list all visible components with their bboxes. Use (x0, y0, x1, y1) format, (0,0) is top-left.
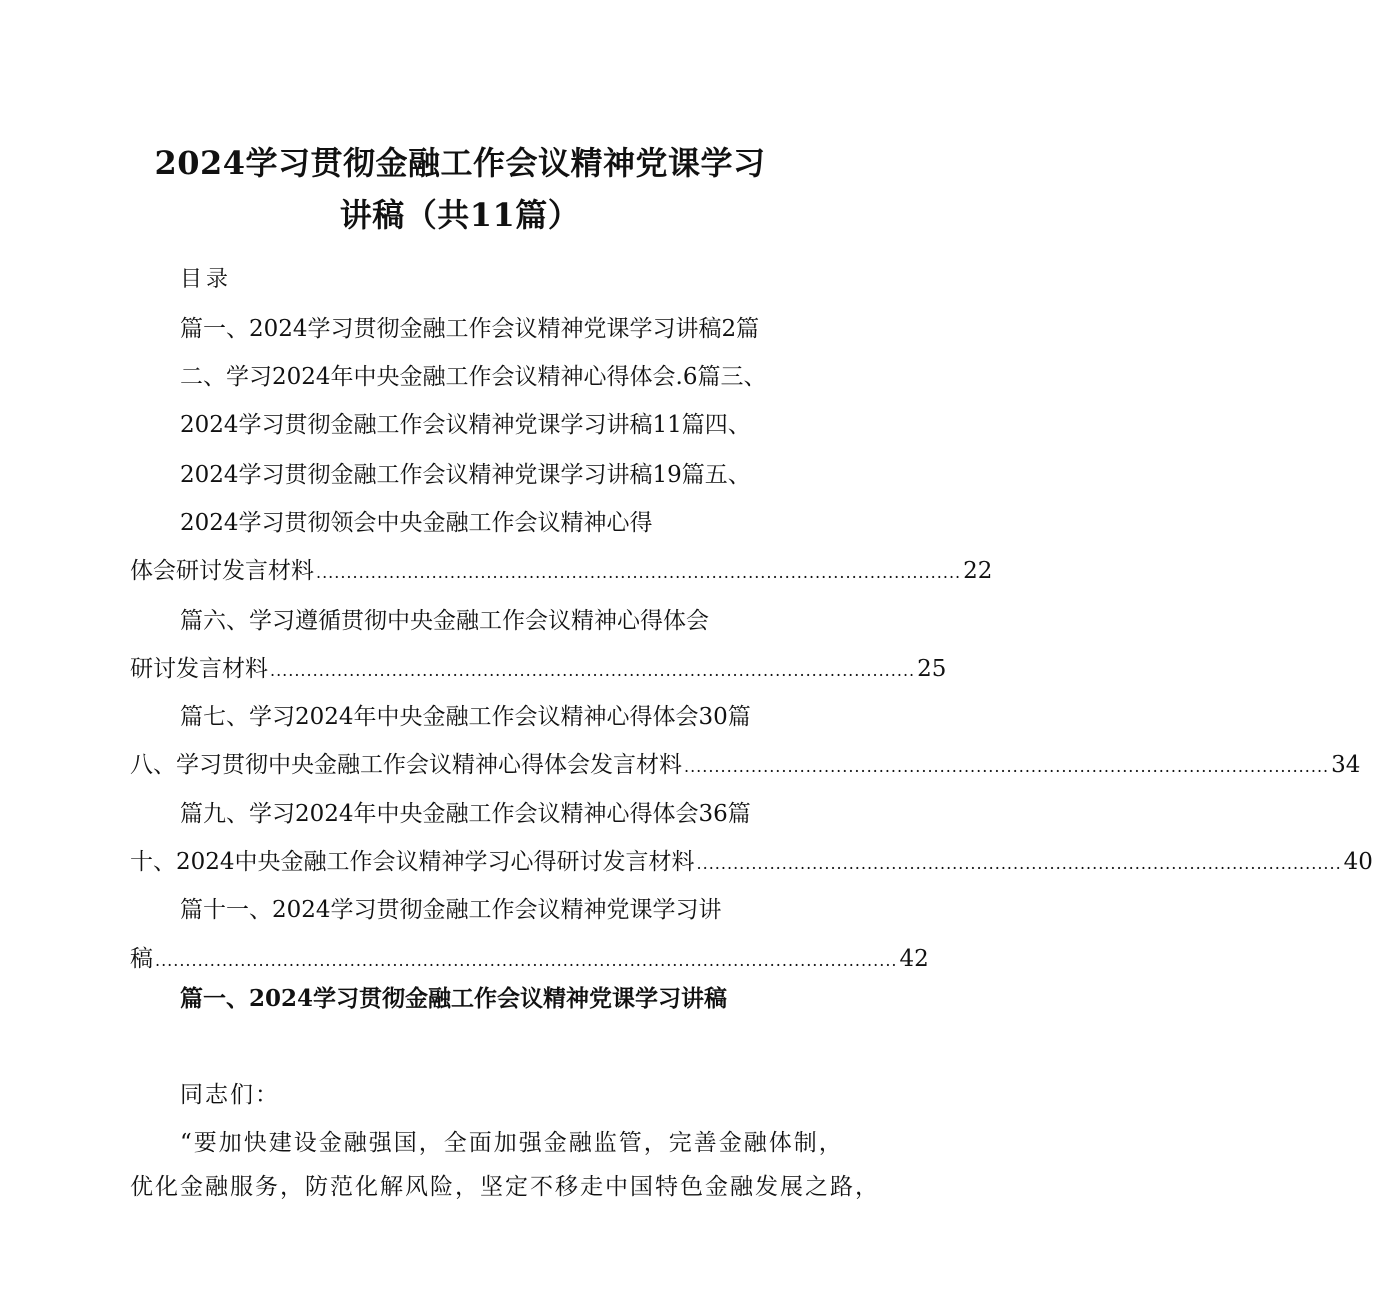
body-paragraph-line: 优化金融服务，防范化解风险，坚定不移走中国特色金融发展之路， (130, 1174, 880, 1200)
toc-line: 二、学习2024年中央金融工作会议精神心得体会.6篇三、 (180, 364, 767, 390)
toc-entry-5 (130, 552, 993, 585)
toc-leader-dots: .......................................................................................................................... (155, 951, 898, 970)
toc-leader-dots: .......................................................................................................... (316, 563, 962, 582)
toc-leader-dots: .......................................................................................................... (696, 854, 1342, 873)
greeting: 同志们： (180, 1082, 280, 1108)
section-heading: 篇一、2024学习贯彻金融工作会议精神党课学习讲稿 (180, 985, 728, 1012)
toc-leader-dots: .......................................................................................................... (684, 757, 1330, 776)
toc-entry-label: 稿 (130, 946, 153, 972)
toc-line: 2024学习贯彻金融工作会议精神党课学习讲稿19篇五、 (180, 462, 751, 488)
toc-page-number: 22 (963, 558, 993, 584)
toc-page-number: 40 (1343, 849, 1373, 875)
toc-line: 篇七、学习2024年中央金融工作会议精神心得体会30篇 (180, 704, 751, 730)
toc-heading: 目录 (180, 267, 233, 292)
toc-line: 2024学习贯彻金融工作会议精神党课学习讲稿11篇四、 (180, 412, 751, 438)
document-title-line-1: 2024学习贯彻金融工作会议精神党课学习 (154, 144, 766, 182)
toc-line: 篇十一、2024学习贯彻金融工作会议精神党课学习讲 (180, 897, 722, 923)
toc-page-number: 25 (917, 656, 947, 682)
toc-entry-10 (130, 843, 1373, 876)
document-title-line-2: 讲稿（共11篇） (339, 196, 581, 234)
body-paragraph-line: “要加快建设金融强国，全面加强金融监管，完善金融体制， (180, 1130, 844, 1156)
toc-page-number: 34 (1331, 752, 1361, 778)
toc-entry-label: 十、2024中央金融工作会议精神学习心得研讨发言材料 (130, 849, 695, 875)
toc-entry-label: 体会研讨发言材料 (130, 558, 314, 584)
toc-entry-11 (130, 940, 929, 973)
toc-line: 篇一、2024学习贯彻金融工作会议精神党课学习讲稿2篇 (180, 316, 760, 342)
toc-entry-label: 八、学习贯彻中央金融工作会议精神心得体会发言材料 (130, 752, 682, 778)
toc-entry-6 (130, 650, 947, 683)
toc-entry-8 (130, 746, 1361, 779)
toc-line: 篇六、学习遵循贯彻中央金融工作会议精神心得体会 (180, 608, 709, 634)
toc-line: 2024学习贯彻领会中央金融工作会议精神心得 (180, 510, 653, 536)
toc-entry-label: 研讨发言材料 (130, 656, 268, 682)
toc-page-number: 42 (899, 946, 929, 972)
toc-leader-dots: .......................................................................................................... (270, 661, 916, 680)
toc-line: 篇九、学习2024年中央金融工作会议精神心得体会36篇 (180, 801, 751, 827)
